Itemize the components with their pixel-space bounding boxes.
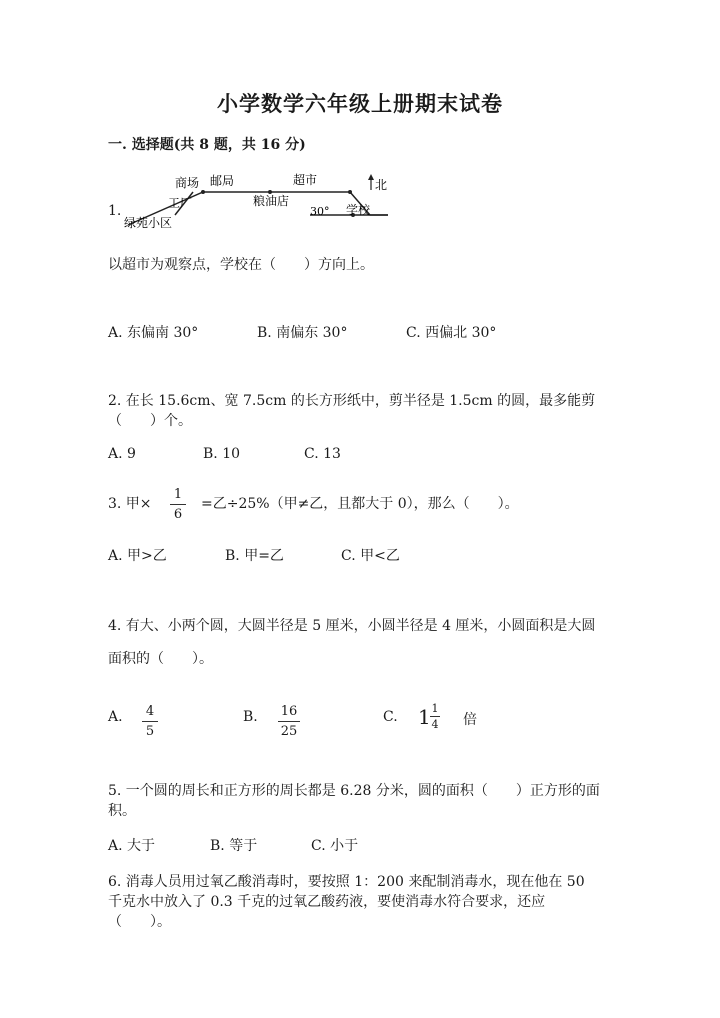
fraction-numerator: 1 [173, 487, 183, 502]
q2-option-b[interactable]: B. 10 [203, 446, 241, 462]
fraction-denominator: 4 [431, 718, 439, 731]
fraction-denominator: 25 [280, 724, 298, 739]
q4-option-b-fraction [278, 705, 300, 738]
question-6-line-3: （ ）。 [108, 914, 171, 930]
fraction-denominator: 5 [145, 724, 155, 739]
label-community: 绿苑小区 [124, 216, 173, 230]
page-title: 小学数学六年级上册期末试卷 [217, 91, 503, 116]
q5-option-c[interactable]: C. 小于 [311, 838, 359, 854]
q4-option-a-fraction [142, 705, 158, 738]
q4-option-c[interactable]: C. [383, 709, 398, 725]
label-school: 学校 [346, 203, 371, 217]
q4-option-c-unit: 倍 [463, 712, 477, 728]
fraction-numerator: 1 [431, 702, 439, 715]
q4-option-b[interactable]: B. [243, 709, 258, 725]
q2-option-c[interactable]: C. 13 [304, 446, 341, 462]
label-oil-shop: 粮油店 [253, 194, 290, 208]
q1-option-b[interactable]: B. 南偏东 30° [257, 325, 348, 341]
label-angle: 30° [310, 205, 330, 218]
question-6-line-1: 6. 消毒人员用过氧乙酸消毒时，要按照 1：200 来配制消毒水，现在他在 50 [108, 874, 585, 890]
fraction-numerator: 4 [145, 704, 155, 719]
fraction-denominator: 6 [173, 507, 183, 522]
q3-option-c[interactable]: C. 甲<乙 [341, 548, 400, 564]
q1-option-a[interactable]: A. 东偏南 30° [108, 325, 199, 341]
section-heading: 一. 选择题(共 8 题，共 16 分) [108, 137, 306, 153]
q5-option-b[interactable]: B. 等于 [210, 838, 258, 854]
q3-option-b[interactable]: B. 甲=乙 [225, 548, 284, 564]
q1-option-c[interactable]: C. 西偏北 30° [406, 325, 497, 341]
q3-fraction [170, 488, 186, 521]
question-1-number: 1. [108, 203, 122, 219]
question-4-line-1: 4. 有大、小两个圆，大圆半径是 5 厘米，小圆半径是 4 厘米，小圆面积是大圆 [108, 618, 596, 634]
q4-option-c-integer: 1 [418, 705, 431, 729]
question-3-suffix: =乙÷25%（甲≠乙，且都大于 0），那么（ ）。 [201, 496, 519, 512]
question-5-line-1: 5. 一个圆的周长和正方形的周长都是 6.28 分米，圆的面积（ ）正方形的面 [108, 783, 600, 799]
label-supermarket: 超市 [293, 173, 318, 187]
q3-option-a[interactable]: A. 甲>乙 [108, 548, 167, 564]
q5-option-a[interactable]: A. 大于 [108, 838, 156, 854]
fraction-numerator: 16 [280, 704, 298, 719]
label-north: 北 [375, 178, 388, 192]
question-1-text: 以超市为观察点，学校在（ ）方向上。 [108, 257, 374, 273]
question-4-line-2: 面积的（ ）。 [108, 651, 213, 667]
question-5-line-2: 积。 [108, 803, 136, 819]
route-map-diagram [118, 165, 398, 235]
question-3-prefix: 3. 甲× [108, 496, 152, 512]
question-2-line-2: （ ）个。 [108, 413, 192, 429]
label-post-office: 邮局 [210, 174, 235, 188]
q2-option-a[interactable]: A. 9 [108, 446, 136, 462]
question-6-line-2: 千克水中放入了 0.3 千克的过氧乙酸药液，要使消毒水符合要求，还应 [108, 894, 546, 910]
q4-option-c-fraction [430, 703, 440, 730]
supermarket-point [348, 190, 352, 194]
north-arrowhead-icon [368, 174, 374, 180]
q4-option-a[interactable]: A. [108, 709, 123, 725]
post-office-point [201, 190, 205, 194]
label-factory: 工厂 [168, 196, 193, 210]
label-shop: 商场 [175, 176, 200, 190]
question-2-line-1: 2. 在长 15.6cm、宽 7.5cm 的长方形纸中，剪半径是 1.5cm 的圆，最多能剪 [108, 393, 596, 409]
